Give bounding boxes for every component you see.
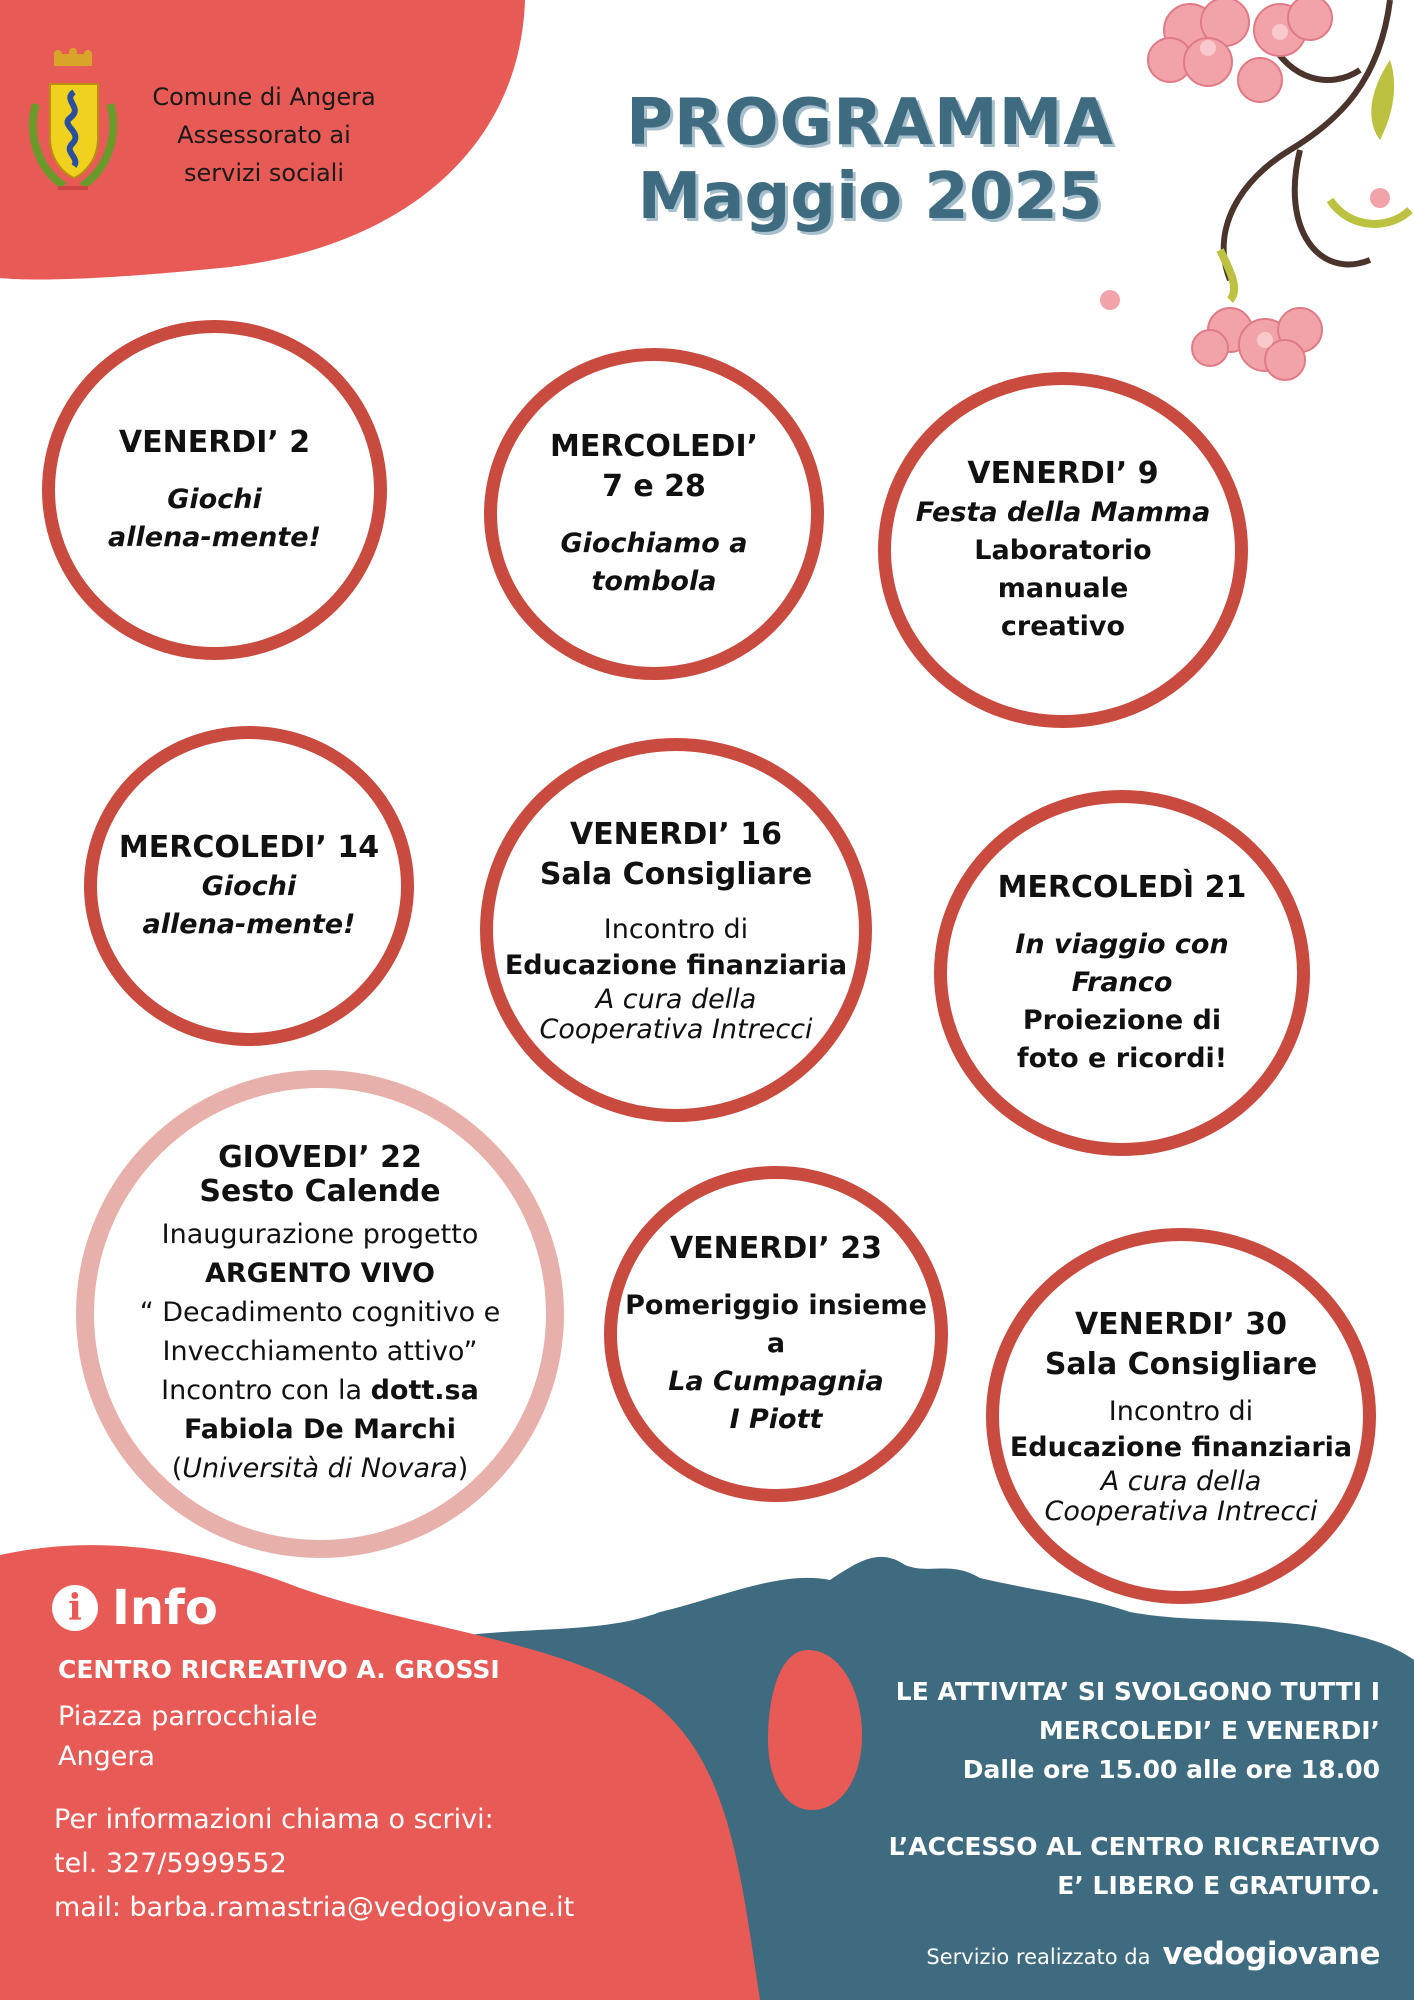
event-day: MERCOLEDI’ 14 (118, 830, 380, 865)
event-circle (934, 790, 1310, 1156)
schedule-line: Dalle ore 15.00 alle ore 18.00 (962, 1755, 1380, 1784)
event-text: Invecchiamento attivo” (162, 1335, 478, 1367)
comune-crest-icon (22, 48, 122, 208)
event-circle (42, 320, 387, 660)
access-line: L’ACCESSO AL CENTRO RICREATIVO (888, 1832, 1380, 1861)
event-text: foto e ricordi! (1016, 1043, 1228, 1074)
event-text: allena-mente! (142, 909, 356, 940)
info-title: Info (112, 1580, 218, 1636)
event-day: VENERDI’ 2 (118, 425, 311, 460)
event-text: Fabiola De Marchi (183, 1413, 457, 1445)
brand-logo: vedogiovane (1162, 1936, 1380, 1972)
event-text: Laboratorio manuale (974, 535, 1152, 604)
event-text: Cooperativa Intrecci (539, 1014, 813, 1045)
event-day: VENERDI’ 16 (569, 817, 783, 852)
event-text-part: dott.sa (370, 1374, 479, 1406)
event-text: Giochi (167, 484, 262, 515)
event-text: Proiezione di (1022, 1005, 1222, 1036)
footer-label: Servizio realizzato da (926, 1945, 1151, 1969)
event-text: Cooperativa Intrecci (1044, 1496, 1318, 1527)
event-text: Incontro di (1108, 1396, 1254, 1427)
event-text: In viaggio con (1015, 929, 1229, 960)
address-line: Angera (58, 1741, 155, 1772)
contact-phone[interactable]: tel. 327/5999552 (54, 1848, 287, 1879)
event-day: VENERDI’ 23 (669, 1231, 883, 1266)
event-circle (84, 726, 414, 1046)
info-icon: i (52, 1585, 98, 1631)
paren-close: ) (457, 1452, 469, 1484)
event-text: Educazione finanziaria (1009, 1432, 1353, 1463)
center-name: CENTRO RICREATIVO A. GROSSI (58, 1655, 500, 1684)
event-text: Giochiamo a (560, 528, 748, 559)
event-day: VENERDI’ 9 (967, 456, 1159, 491)
event-circle (484, 348, 824, 680)
schedule-info (840, 1672, 1380, 1905)
event-text-part: Incontro con la (161, 1374, 362, 1406)
contact-email[interactable]: mail: barba.ramastria@vedogiovane.it (54, 1892, 575, 1923)
title-month: Maggio 2025 (637, 160, 1103, 234)
contact-info (54, 1798, 574, 1930)
event-circle (878, 372, 1248, 728)
event-text: tombola (591, 566, 717, 597)
footer-credit (900, 1936, 1380, 1972)
org-line: servizi sociali (184, 159, 344, 187)
schedule-line: LE ATTIVITA’ SI SVOLGONO TUTTI I (895, 1677, 1380, 1706)
address-line: Piazza parrocchiale (58, 1701, 318, 1732)
event-text: A cura della (1100, 1466, 1262, 1497)
event-circle (480, 738, 872, 1122)
event-text (172, 1449, 469, 1488)
event-text: Pomeriggio insieme (625, 1290, 927, 1321)
program-title (600, 86, 1140, 234)
info-header (52, 1578, 218, 1638)
event-day: 7 e 28 (602, 469, 706, 504)
event-circle (986, 1228, 1376, 1604)
event-day: GIOVEDI’ 22 (218, 1139, 422, 1175)
event-text: A cura della (595, 984, 757, 1015)
event-text: La Cumpagnia (668, 1366, 884, 1397)
event-place: Sala Consigliare (1044, 1347, 1318, 1382)
event-text: Franco (1071, 967, 1173, 998)
event-text: Inaugurazione progetto (161, 1218, 479, 1250)
flowers-decoration (1090, 0, 1414, 400)
event-text: Festa della Mamma (915, 497, 1211, 528)
event-text-part: Università di Novara (182, 1452, 458, 1484)
event-text (161, 1371, 479, 1410)
event-text: creativo (1000, 611, 1126, 642)
org-line: Assessorato ai (177, 121, 351, 149)
event-place: Sala Consigliare (539, 857, 813, 892)
event-text: I Piott (729, 1404, 823, 1435)
title-programma: PROGRAMMA (626, 86, 1114, 160)
organization-name (124, 78, 404, 192)
event-day: MERCOLEDÌ 21 (997, 870, 1247, 905)
event-text: a (766, 1328, 786, 1359)
event-text: allena-mente! (108, 522, 321, 553)
event-circle (604, 1166, 948, 1502)
event-text: “ Decadimento cognitivo e (139, 1296, 501, 1328)
event-day: MERCOLEDI’ (549, 429, 759, 464)
event-text: ARGENTO VIVO (205, 1257, 435, 1289)
event-text: Incontro di (603, 914, 749, 945)
event-day: VENERDI’ 30 (1074, 1307, 1288, 1342)
event-text: Educazione finanziaria (504, 950, 848, 981)
center-address (58, 1697, 318, 1777)
org-line: Comune di Angera (152, 83, 376, 111)
access-line: E’ LIBERO E GRATUITO. (1057, 1871, 1380, 1900)
event-text: Giochi (201, 871, 297, 902)
contact-line: Per informazioni chiama o scrivi: (54, 1804, 494, 1835)
paren-open: ( (171, 1452, 183, 1484)
schedule-line: MERCOLEDI’ E VENERDI’ (1038, 1716, 1380, 1745)
event-place: Sesto Calende (199, 1173, 441, 1209)
event-circle-highlight (76, 1070, 564, 1558)
